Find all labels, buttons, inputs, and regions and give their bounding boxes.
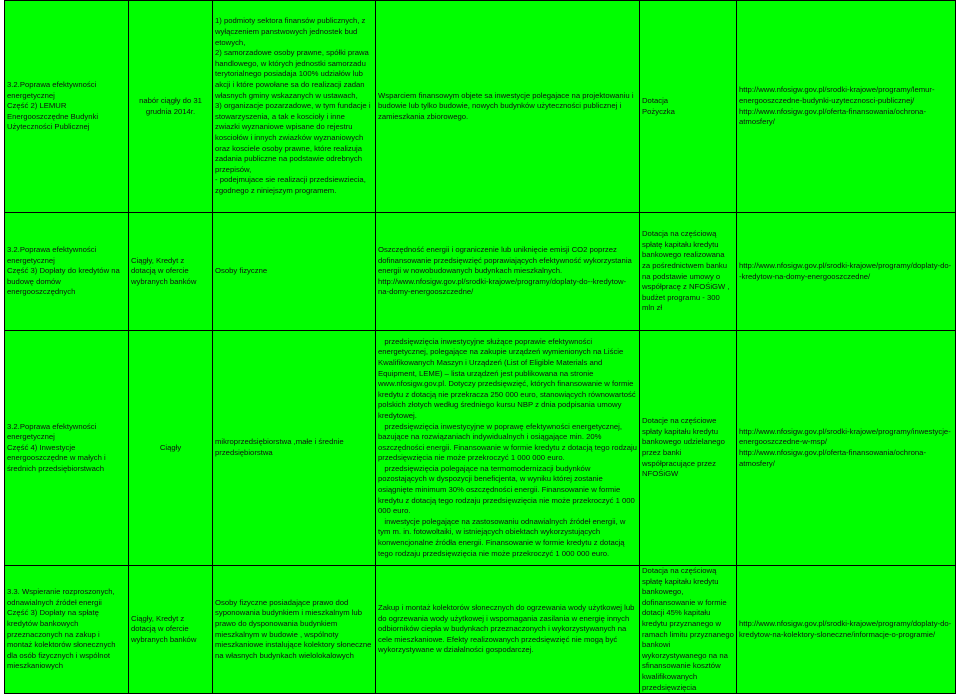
aid-form-cell: Dotacja na częściową spłatę kapitału kredytu bankowego, dofinansowanie w formie dotacji 45% kapitału kredytu przyznanego w ramach limitu przyznanego bankowi wykorzystywanego na na sfinansowanie kosztów kwalifikowanych przedsięwzięcia (640, 566, 737, 694)
table-row (5, 566, 956, 694)
beneficiaries-cell: 1) podmioty sektora finansów publicznych, z wyłączeniem panstwowych jednostek bud etowych, 2) samorzadowe osoby prawne, spółki prawa handlowego, w których jednostki samorzadu terytorialnego posiadaja 100% udziałów lub akcji i które powołane sa do realizacji zadan własnych gminy wskazanych w ustawach, 3) organizacje pozarzadowe, w tym fundacje i stowarzyszenia, a tak e koscioły i inne zwiazki wyznaniowe wpisane do rejestru kosciołów i innych zwiazków wyznaniowych oraz kosciele osoby prawne, które realizuja zadania publiczne na podstawie odrebnych przepisów, - podejmujace sie realizacji przedsiewziecia, zgodnego z niniejszym programem. (213, 1, 376, 213)
aid-form-cell: Dotacja na częściową spłatę kapitału kredytu bankowego realizowana za pośrednictwem banku na podstawie umowy o współpracę z NFOŚiGW , budżet programu - 300 mln zł (640, 213, 737, 331)
links-cell: http://www.nfosigw.gov.pl/srodki-krajowe/programy/doplaty-do-kredytow-na-kolektory-sloneczne/informacje-o-programie/ (737, 566, 956, 694)
aid-form-cell: Dotacje na częściowe spłaty kapitału kredytu bankowego udzielanego przez banki współpracujące przez NFOŚiGW (640, 331, 737, 566)
table-row (5, 1, 956, 213)
mode-cell: Ciągły, Kredyt z dotacją w ofercie wybranych banków (129, 213, 213, 331)
program-cell: 3.3. Wspieranie rozproszonych, odnawialnych źródeł energii Część 3) Dopłaty na spłatę kredytów bankowych przeznaczonych na zakup i montaż kolektorów słonecznych dla osób fizycznych i wspólnot mieszkaniowych (5, 566, 129, 694)
links-cell: http://www.nfosigw.gov.pl/srodki-krajowe/programy/doplaty-do--kredytow-na-domy-energooszczedne/ (737, 213, 956, 331)
description-cell: Oszczędność energii i ograniczenie lub uniknięcie emisji CO2 poprzez dofinansowanie przedsięwzięć poprawiających efektywność wykorzystania energii w nowobudowanych budynkach mieszkalnych. http://www.nfosigw.gov.pl/srodki-krajowe/programy/doplaty-do--kredytow-na-domy-energooszczedne/ (376, 213, 640, 331)
table-row (5, 331, 956, 566)
programs-table (4, 0, 956, 694)
description-cell: przedsięwzięcia inwestycyjne służące poprawie efektywności energetycznej, polegające na zakupie urządzeń wymienionych na Liście Kwalifikowanych Maszyn i Urządzeń (List of Eligible Materials and Equipment, LEME) – lista urządzeń jest publikowana na stronie www.nfosigw.gov.pl. Dotyczy przedsięwzięć, których finansowanie w formie kredytu z dotacją nie przekracza 250 000 euro, stanowiących równowartość polskich złotych według średniego kursu NBP z dnia podpisania umowy kredytowej. przedsięwzięcia inwestycyjne w poprawę efektywności energetycznej, bazujące na rozwiązaniach indywidualnych i osiągające min. 20% oszczędności energii. Finansowanie w formie kredytu z dotacją tego rodzaju przedsięwzięcia nie może przekroczyć 1 000 000 euro. przedsięwzięcia polegające na termomodernizacji budynków pozostających w dyspozycji beneficjenta, w wyniku której zostanie osiągnięte minimum 30% oszczędności energii. Finansowanie w formie kredytu z dotacją tego rodzaju przedsięwzięcia nie może przekroczyć 1 000 000 euro. inwestycje polegające na zastosowaniu odnawialnych źródeł energii, w tym m. in. fotowoltaiki, w istniejących obiektach wykorzystujących konwencjonalne źródła energii. Finansowanie w formie kredytu z dotacją tego rodzaju przedsięwzięcia nie może przekroczyć 1 000 000 euro. (376, 331, 640, 566)
beneficiaries-cell: mikroprzedsiębiorstwa ,małe i średnie przedsiębiorstwa (213, 331, 376, 566)
description-cell: Wsparciem finansowym objete sa inwestycje polegajace na projektowaniu i budowie lub tylko budowie, nowych budynków użyteczności publicznej i zamieszkania zbiorowego. (376, 1, 640, 213)
beneficiaries-cell: Osoby fizyczne posiadające prawo dod syponowania budynkiem i mieszkalnym lub prawo do dysponowania budynkiem mieszkalnym w budowie , wspólnoty mieszkaniowe instalujące kolektory słoneczne na własnych budynkach wielolokalowych (213, 566, 376, 694)
links-cell: http://www.nfosigw.gov.pl/srodki-krajowe/programy/inwestycje-energooszczedne-w-msp/ http://www.nfosigw.gov.pl/oferta-finansowania/ochrona-atmosfery/ (737, 331, 956, 566)
program-cell: 3.2.Poprawa efektywności energetycznej Część 2) LEMUR Energooszczędne Budynki Użyteczności Publicznej (5, 1, 129, 213)
beneficiaries-cell: Osoby fizyczne (213, 213, 376, 331)
mode-cell: Ciągły, Kredyt z dotacją w ofercie wybranych banków (129, 566, 213, 694)
links-cell: http://www.nfosigw.gov.pl/srodki-krajowe/programy/lemur-energooszczedne-budynki-uzytecznosci-publicznej/ http://www.nfosigw.gov.pl/oferta-finansowania/ochrona-atmosfery/ (737, 1, 956, 213)
description-cell: Zakup i montaż kolektorów słonecznych do ogrzewania wody użytkowej lub do ogrzewania wody użytkowej i wspomagania zasilania w energię innych odbiorników ciepła w budynkach przeznaczonych i wykorzystywanych na cele mieszkaniowe. Efekty realizowanych przedsięwzięć nie mogą być wykorzystywane w działalności gospodarczej. (376, 566, 640, 694)
aid-form-cell: Dotacja Pożyczka (640, 1, 737, 213)
program-cell: 3.2.Poprawa efektywności energetycznej Część 3) Dopłaty do kredytów na budowę domów energooszczędnych (5, 213, 129, 331)
page-margin (0, 0, 4, 678)
mode-cell: Ciągły (129, 331, 213, 566)
mode-cell: nabór ciągły do 31 grudnia 2014r. (129, 1, 213, 213)
table-row (5, 213, 956, 331)
program-cell: 3.2.Poprawa efektywności energetycznej Część 4) Inwestycje energooszczędne w małych i średnich przedsiębiorstwach (5, 331, 129, 566)
